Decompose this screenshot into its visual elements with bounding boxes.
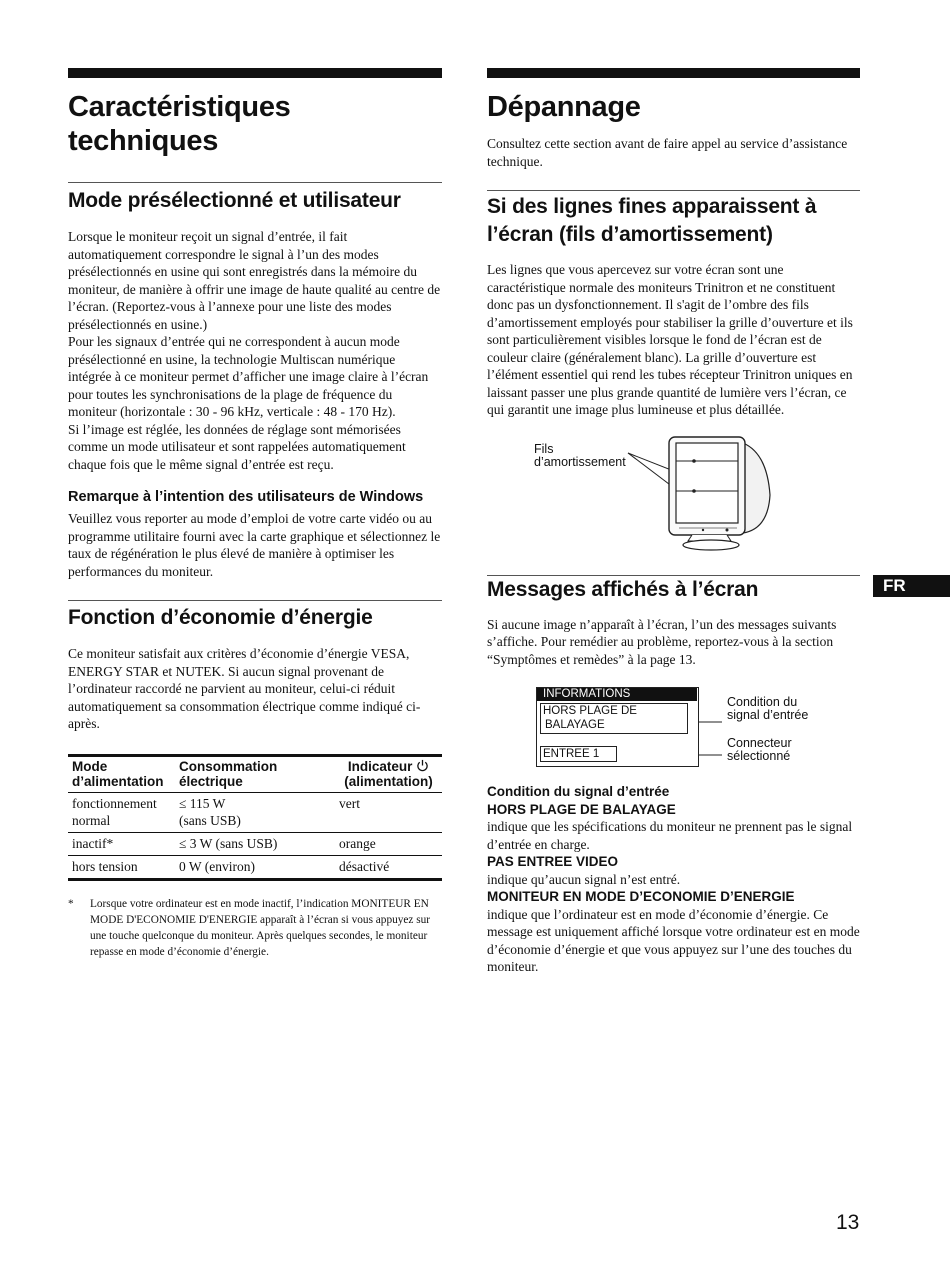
table-cell: 0 W (environ): [179, 858, 255, 874]
paragraph: Pour les signaux d’entrée qui ne correspondent à aucun mode présélectionné en usine, la technologie Multiscan numérique intégrée à ce moniteur permet d’afficher une image claire à l’écran pour toutes les synchronisations de la plage de fréquence du moniteur (horizontale : 30 - 96 kHz, verticale : 48 - 170 Hz).: [68, 334, 429, 419]
page-title-specifications: Caractéristiques techniques: [68, 91, 291, 157]
footnote: [68, 896, 442, 960]
footnote-text: Lorsque votre ordinateur est en mode inactif, l’indication MONITEUR EN MODE D'ECONOMIE D'ENERGIE apparaît à l’écran si vous appuyez sur une touche quelconque du moniteur. Après quelques secondes, le moniteur repasse en mode d’économie d’énergie.: [90, 897, 431, 958]
table-cell: inactif*: [72, 835, 114, 851]
section-top-bar: [487, 68, 860, 78]
heading-preset-user-mode: Mode présélectionné et utilisateur: [68, 189, 401, 212]
section-rule: [68, 182, 442, 183]
heading-damper-wires: Si des lignes fines apparaissent à l’écran (fils d’amortissement): [487, 195, 817, 246]
left-column: [68, 68, 442, 960]
language-tab: FR: [873, 575, 950, 597]
osd-title-bar: INFORMATIONS: [537, 688, 697, 701]
message-description: indique que l’ordinateur est en mode d’économie d’énergie. Ce message est uniquement affiché lorsque votre ordinateur est en mode d’économie d’énergie et que vous appuyez sur l’une des touches du moniteur.: [487, 906, 860, 974]
heading-windows-note: Remarque à l’intention des utilisateurs de Windows: [68, 489, 424, 505]
figure-label: Fils d’amortissement: [534, 441, 626, 469]
paragraph: Veuillez vous reporter au mode d’emploi de votre carte vidéo ou au programme utilitaire fourni avec la carte graphique et sélectionnez le taux de régénération le plus élevé de manière à optimiser les performances du moniteur.: [68, 511, 441, 579]
footnote-mark: *: [68, 897, 74, 910]
message-description: indique qu’aucun signal n’est entré.: [487, 871, 681, 887]
table-cell: hors tension: [72, 858, 138, 874]
section-top-bar: [68, 68, 442, 78]
callout-input-signal: Condition du signal d’entrée: [727, 695, 809, 722]
table-cell: fonctionnement normal: [72, 795, 157, 828]
right-column: [487, 68, 860, 976]
table-cell: ≤ 3 W (sans USB): [179, 835, 278, 851]
paragraph: Ce moniteur satisfait aux critères d’économie d’énergie VESA, ENERGY STAR et NUTEK. Si aucun signal provenant de l’ordinateur raccordé ne parvient au moniteur, celui-ci réduit automatiquement sa consommation électrique comme indiqué ci-après.: [68, 646, 421, 731]
message-title: PAS ENTREE VIDEO: [487, 854, 619, 869]
osd-window: [536, 687, 699, 767]
monitor-illustration: [487, 429, 860, 557]
paragraph: Les lignes que vous apercevez sur votre écran sont une caractéristique normale des moniteurs Trinitron et ne constituent donc pas un dysfonctionnement. Il s'agit de l’ombre des fils d’amortissement employés pour stabiliser la grille d’ouverture et ils sont particulièrement visibles lorsque le fond de l’écran est de couleur claire (généralement blanc). La grille d’ouverture est l’élément essentiel qui rend les tubes récepteur Trinitron uniques en laissant passer une plus grande quantité de lumière vers l’écran, ce qui garantit une image plus lumineuse et plus détaillée.: [487, 262, 853, 417]
osd-input-box: ENTREE 1: [540, 746, 617, 762]
section-rule: [68, 600, 442, 601]
paragraph: Consultez cette section avant de faire appel au service d’assistance technique.: [487, 136, 848, 169]
damper-wires-figure: [487, 429, 860, 557]
table-row: [68, 792, 442, 832]
power-icon: [416, 759, 429, 772]
message-title: MONITEUR EN MODE D’ECONOMIE D’ENERGIE: [487, 889, 795, 904]
osd-message-figure: [487, 687, 860, 773]
column-header: Consommation électrique: [179, 758, 278, 789]
paragraph: Si aucune image n’apparaît à l’écran, l’un des messages suivants s’affiche. Pour remédier au problème, reportez-vous à la section “Symptômes et remèdes” à la page 13.: [487, 616, 837, 667]
page-title-troubleshooting: Dépannage: [487, 91, 641, 123]
callout-selected-connector: Connecteur sélectionné: [727, 736, 792, 763]
paragraph: Si l’image est réglée, les données de réglage sont mémorisées comme un mode utilisateur et sont rappelées automatiquement chaque fois que le même signal d’entrée est reçu.: [68, 421, 406, 472]
message-description: indique que les spécifications du moniteur ne prennent pas le signal d’entrée en charge.: [487, 819, 853, 852]
table-row: [68, 855, 442, 879]
section-rule: [487, 190, 860, 191]
table-cell: orange: [339, 835, 376, 851]
table-cell: vert: [339, 795, 360, 811]
table-header-row: [68, 755, 442, 792]
table-row: [68, 832, 442, 855]
heading-input-signal-condition: Condition du signal d’entrée: [487, 784, 670, 799]
paragraph: Lorsque le moniteur reçoit un signal d’entrée, il fait automatiquement correspondre le signal à l’un des modes présélectionnés en usine qui sont enregistrés dans la mémoire du moniteur, de manière à offrir une image de haute qualité au centre de l’écran. (Reportez-vous à l’annexe pour une liste des modes présélectionnés en usine.): [68, 229, 441, 332]
page-number: 13: [836, 1211, 860, 1234]
osd-message-box: HORS PLAGE DE BALAYAGE: [540, 703, 688, 734]
column-header: Mode d’alimentation: [72, 758, 164, 789]
table-cell: ≤ 115 W (sans USB): [179, 795, 241, 828]
power-consumption-table: [68, 754, 442, 881]
message-title: HORS PLAGE DE BALAYAGE: [487, 801, 676, 817]
heading-power-saving: Fonction d’économie d’énergie: [68, 606, 373, 629]
column-header: Indicateur (alimentation): [344, 758, 433, 789]
table-cell: désactivé: [339, 858, 390, 874]
heading-onscreen-messages: Messages affichés à l’écran: [487, 577, 759, 601]
